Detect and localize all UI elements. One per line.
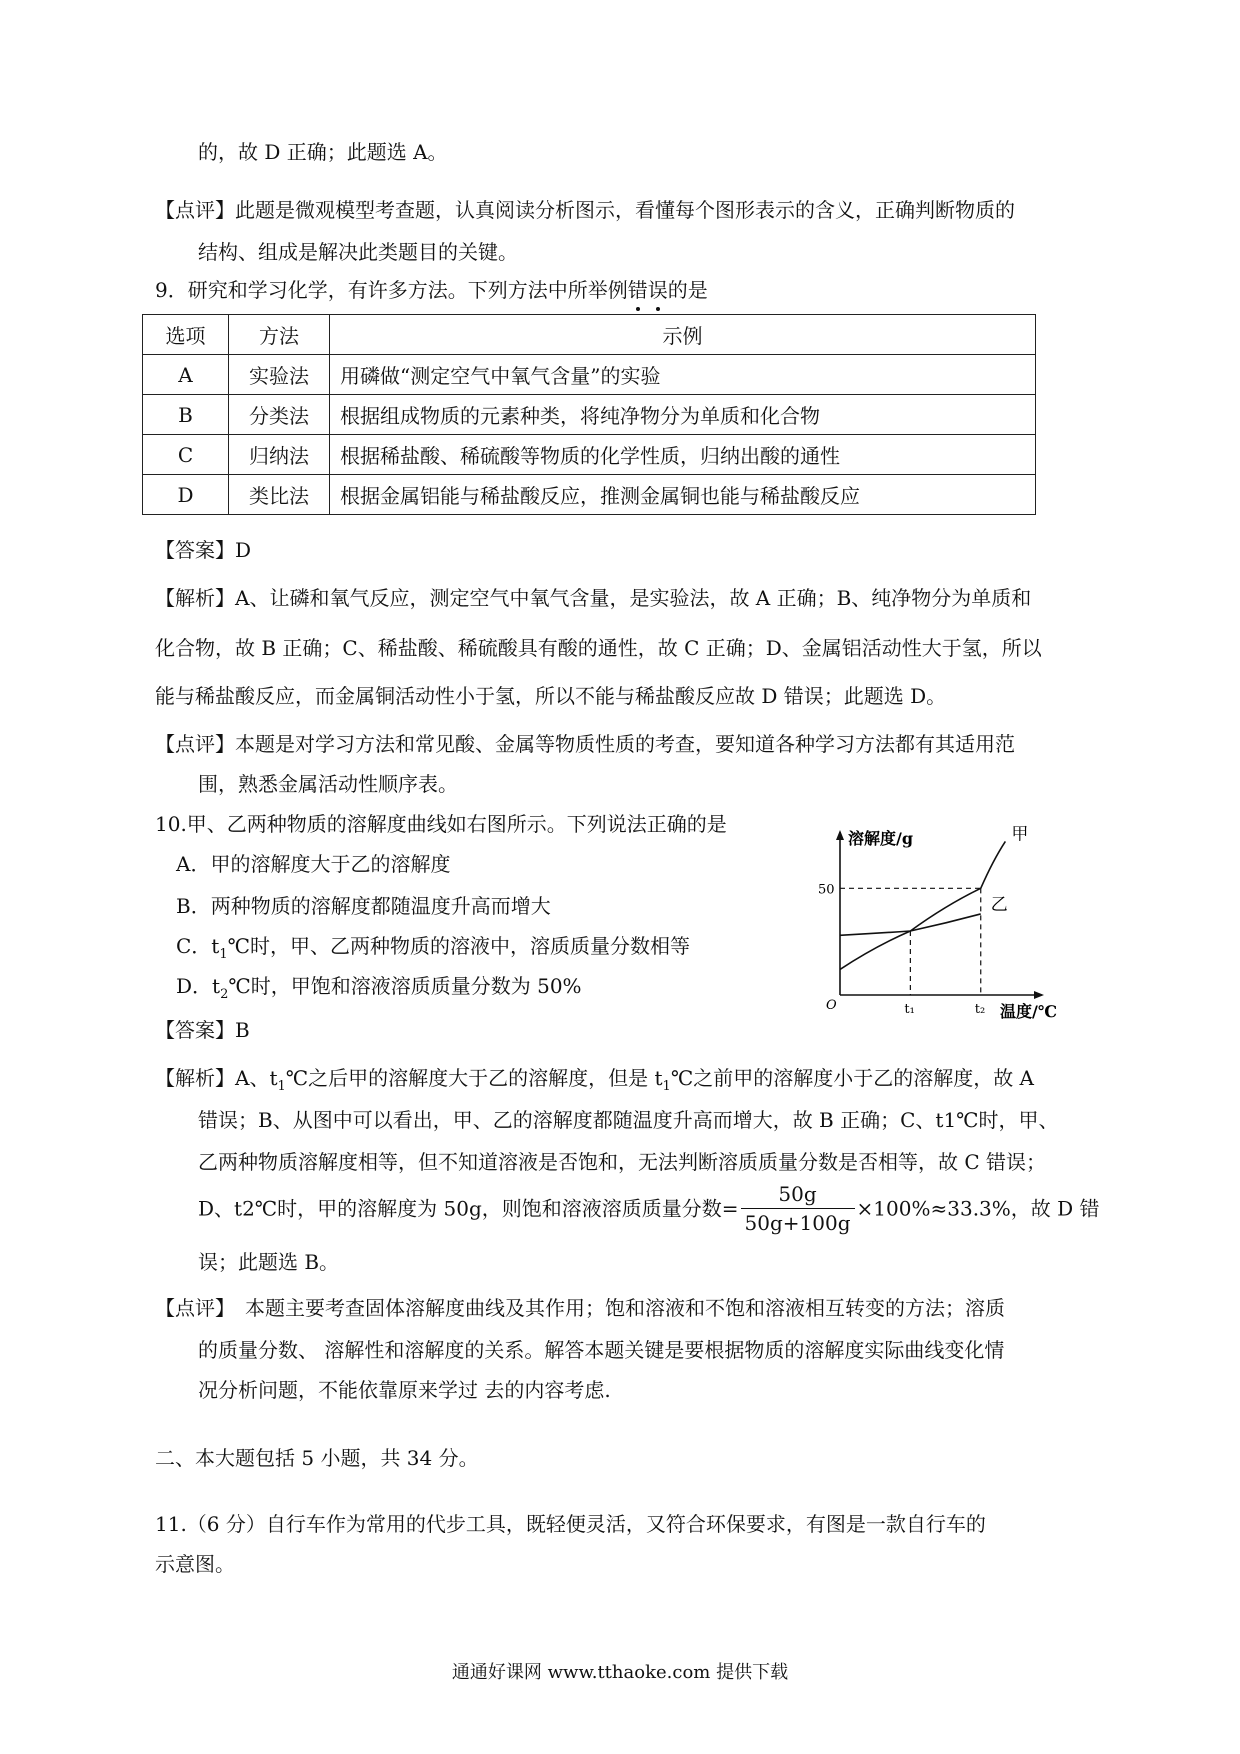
y-axis-label: 溶解度/g bbox=[848, 829, 914, 848]
q10-comment-cont: 况分析问题，不能依靠原来学过 去的内容考虑. bbox=[198, 1378, 611, 1402]
table-cell: 类比法 bbox=[229, 475, 330, 515]
q11-stem-cont: 示意图。 bbox=[155, 1552, 235, 1576]
x-tick-label: t₁ bbox=[904, 1002, 915, 1017]
x-tick-label: t₂ bbox=[974, 1002, 986, 1017]
prev-answer-tail: 的，故 D 正确；此题选 A。 bbox=[198, 140, 448, 164]
q9-analysis-line: 【解析】A、让磷和氧气反应，测定空气中氧气含量，是实验法，故 A 正确；B、纯净物分为单质和 bbox=[155, 586, 1032, 610]
series-jia-label: 甲 bbox=[1011, 824, 1029, 845]
origin-label: O bbox=[826, 998, 837, 1013]
emphasis-dot-char: 错 bbox=[627, 278, 648, 302]
q9-comment-cont: 围，熟悉金属活动性顺序表。 bbox=[198, 772, 458, 796]
q10-option-c: C．$t_1℃$时，甲、乙两种物质的溶液中，溶质质量分数相等 bbox=[176, 934, 690, 962]
prev-comment-cont: 结构、组成是解决此类题目的关键。 bbox=[198, 240, 518, 264]
table-cell: A bbox=[143, 355, 229, 395]
comment-tag: 【点评】 bbox=[155, 198, 235, 222]
y-axis-arrow bbox=[836, 830, 844, 840]
q9-options-table bbox=[142, 314, 1036, 515]
q9-analysis-line: 化合物，故 B 正确；C、稀盐酸、稀硫酸具有酸的通性，故 C 正确；D、金属铝活动性大于氢，所以 bbox=[155, 636, 1042, 660]
table-cell: 分类法 bbox=[229, 395, 330, 435]
chart-series-group bbox=[840, 841, 1005, 969]
table-header: 选项 bbox=[143, 315, 229, 355]
fraction-denominator: 50g+100g bbox=[744, 1211, 851, 1235]
q10-option-d: D．$t_2℃$时，甲饱和溶液溶质质量分数为 50% bbox=[176, 974, 582, 1002]
table-cell: 根据稀盐酸、稀硫酸等物质的化学性质，归纳出酸的通性 bbox=[330, 435, 1036, 475]
table-cell: 用磷做“测定空气中氧气含量”的实验 bbox=[330, 355, 1036, 395]
x-axis-label: 温度/℃ bbox=[1000, 1002, 1058, 1020]
table-cell: 根据组成物质的元素种类，将纯净物分为单质和化合物 bbox=[330, 395, 1036, 435]
q10-comment-cont: 的质量分数、 溶解性和溶解度的关系。解答本题关键是要根据物质的溶解度实际曲线变化情 bbox=[198, 1338, 1005, 1362]
q10-analysis-line: 【解析】A、$t_1℃$之后甲的溶解度大于乙的溶解度，但是 $t_1℃$之前甲的溶解度小于乙的溶解度，故 A bbox=[155, 1066, 1035, 1094]
series-yi-label: 乙 bbox=[990, 894, 1008, 915]
table-cell: 实验法 bbox=[229, 355, 330, 395]
table-row bbox=[143, 475, 1036, 515]
section-title: 二、本大题包括 5 小题，共 34 分。 bbox=[155, 1446, 479, 1470]
q9-comment bbox=[155, 730, 1015, 758]
q9-answer: 【答案】D bbox=[155, 538, 252, 562]
chart-guide-lines bbox=[840, 888, 981, 995]
q10-analysis-formula-line: D、t2℃时，甲的溶解度为 50g，则饱和溶液溶质质量分数= $\frac{50g}{50g+100g}$ ×100%≈33.3%，故 D 错 bbox=[198, 1182, 1100, 1235]
chart-labels bbox=[818, 824, 1057, 1020]
q10-option-a: A．甲的溶解度大于乙的溶解度 bbox=[176, 852, 451, 876]
q9-analysis-line: 能与稀盐酸反应，而金属铜活动性小于氢，所以不能与稀盐酸反应故 D 错误；此题选 D。 bbox=[155, 684, 947, 708]
q10-comment bbox=[155, 1294, 1005, 1322]
y-tick-label: 50 bbox=[818, 882, 835, 898]
comment-text: 本题主要考查固体溶解度曲线及其作用；饱和溶液和不饱和溶液相互转变的方法；溶质 bbox=[245, 1296, 1005, 1320]
prev-comment bbox=[155, 196, 1015, 224]
table-cell: B bbox=[143, 395, 229, 435]
emphasis-dot-char: 误 bbox=[647, 278, 668, 302]
table-cell: C bbox=[143, 435, 229, 475]
q10-option-b: B．两种物质的溶解度都随温度升高而增大 bbox=[176, 894, 551, 918]
table-row bbox=[143, 355, 1036, 395]
series-jia-line bbox=[840, 841, 1005, 969]
table-cell: 归纳法 bbox=[229, 435, 330, 475]
q10-stem: 10.甲、乙两种物质的溶解度曲线如右图所示。下列说法正确的是 bbox=[155, 812, 727, 836]
table-header: 方法 bbox=[229, 315, 330, 355]
table-row bbox=[143, 395, 1036, 435]
fraction-numerator: 50g bbox=[741, 1182, 855, 1209]
q10-analysis-line: 乙两种物质溶解度相等，但不知道溶液是否饱和，无法判断溶质质量分数是否相等，故 C 错误； bbox=[198, 1150, 1047, 1174]
fraction bbox=[741, 1182, 855, 1235]
table-cell: 根据金属铝能与稀盐酸反应，推测金属铜也能与稀盐酸反应 bbox=[330, 475, 1036, 515]
x-axis-arrow bbox=[1034, 991, 1044, 999]
table-header-row bbox=[143, 315, 1036, 355]
page-footer: 通通好课网 www.tthaoke.com 提供下载 bbox=[451, 1662, 789, 1683]
comment-tag: 【点评】 bbox=[155, 732, 235, 756]
q9-stem: 9．研究和学习化学，有许多方法。下列方法中所举例错误的是 bbox=[155, 278, 708, 302]
q10-analysis-line: 误；此题选 B。 bbox=[198, 1250, 340, 1274]
q11-stem: 11.（6 分）自行车作为常用的代步工具，既轻便灵活，又符合环保要求，有图是一款自行车的 bbox=[155, 1512, 986, 1536]
table-cell: D bbox=[143, 475, 229, 515]
table-header: 示例 bbox=[330, 315, 1036, 355]
table-row bbox=[143, 435, 1036, 475]
q10-analysis-line: 错误；B、从图中可以看出，甲、乙的溶解度都随温度升高而增大，故 B 正确；C、t1℃时，甲、 bbox=[198, 1108, 1059, 1132]
comment-tag: 【点评】 bbox=[155, 1296, 235, 1320]
comment-text: 本题是对学习方法和常见酸、金属等物质性质的考查，要知道各种学习方法都有其适用范 bbox=[235, 732, 1015, 756]
q10-answer: 【答案】B bbox=[155, 1018, 250, 1042]
solubility-chart bbox=[810, 820, 1060, 1020]
chart-axes bbox=[836, 830, 1044, 999]
comment-text: 此题是微观模型考查题，认真阅读分析图示，看懂每个图形表示的含义，正确判断物质的 bbox=[235, 198, 1015, 222]
